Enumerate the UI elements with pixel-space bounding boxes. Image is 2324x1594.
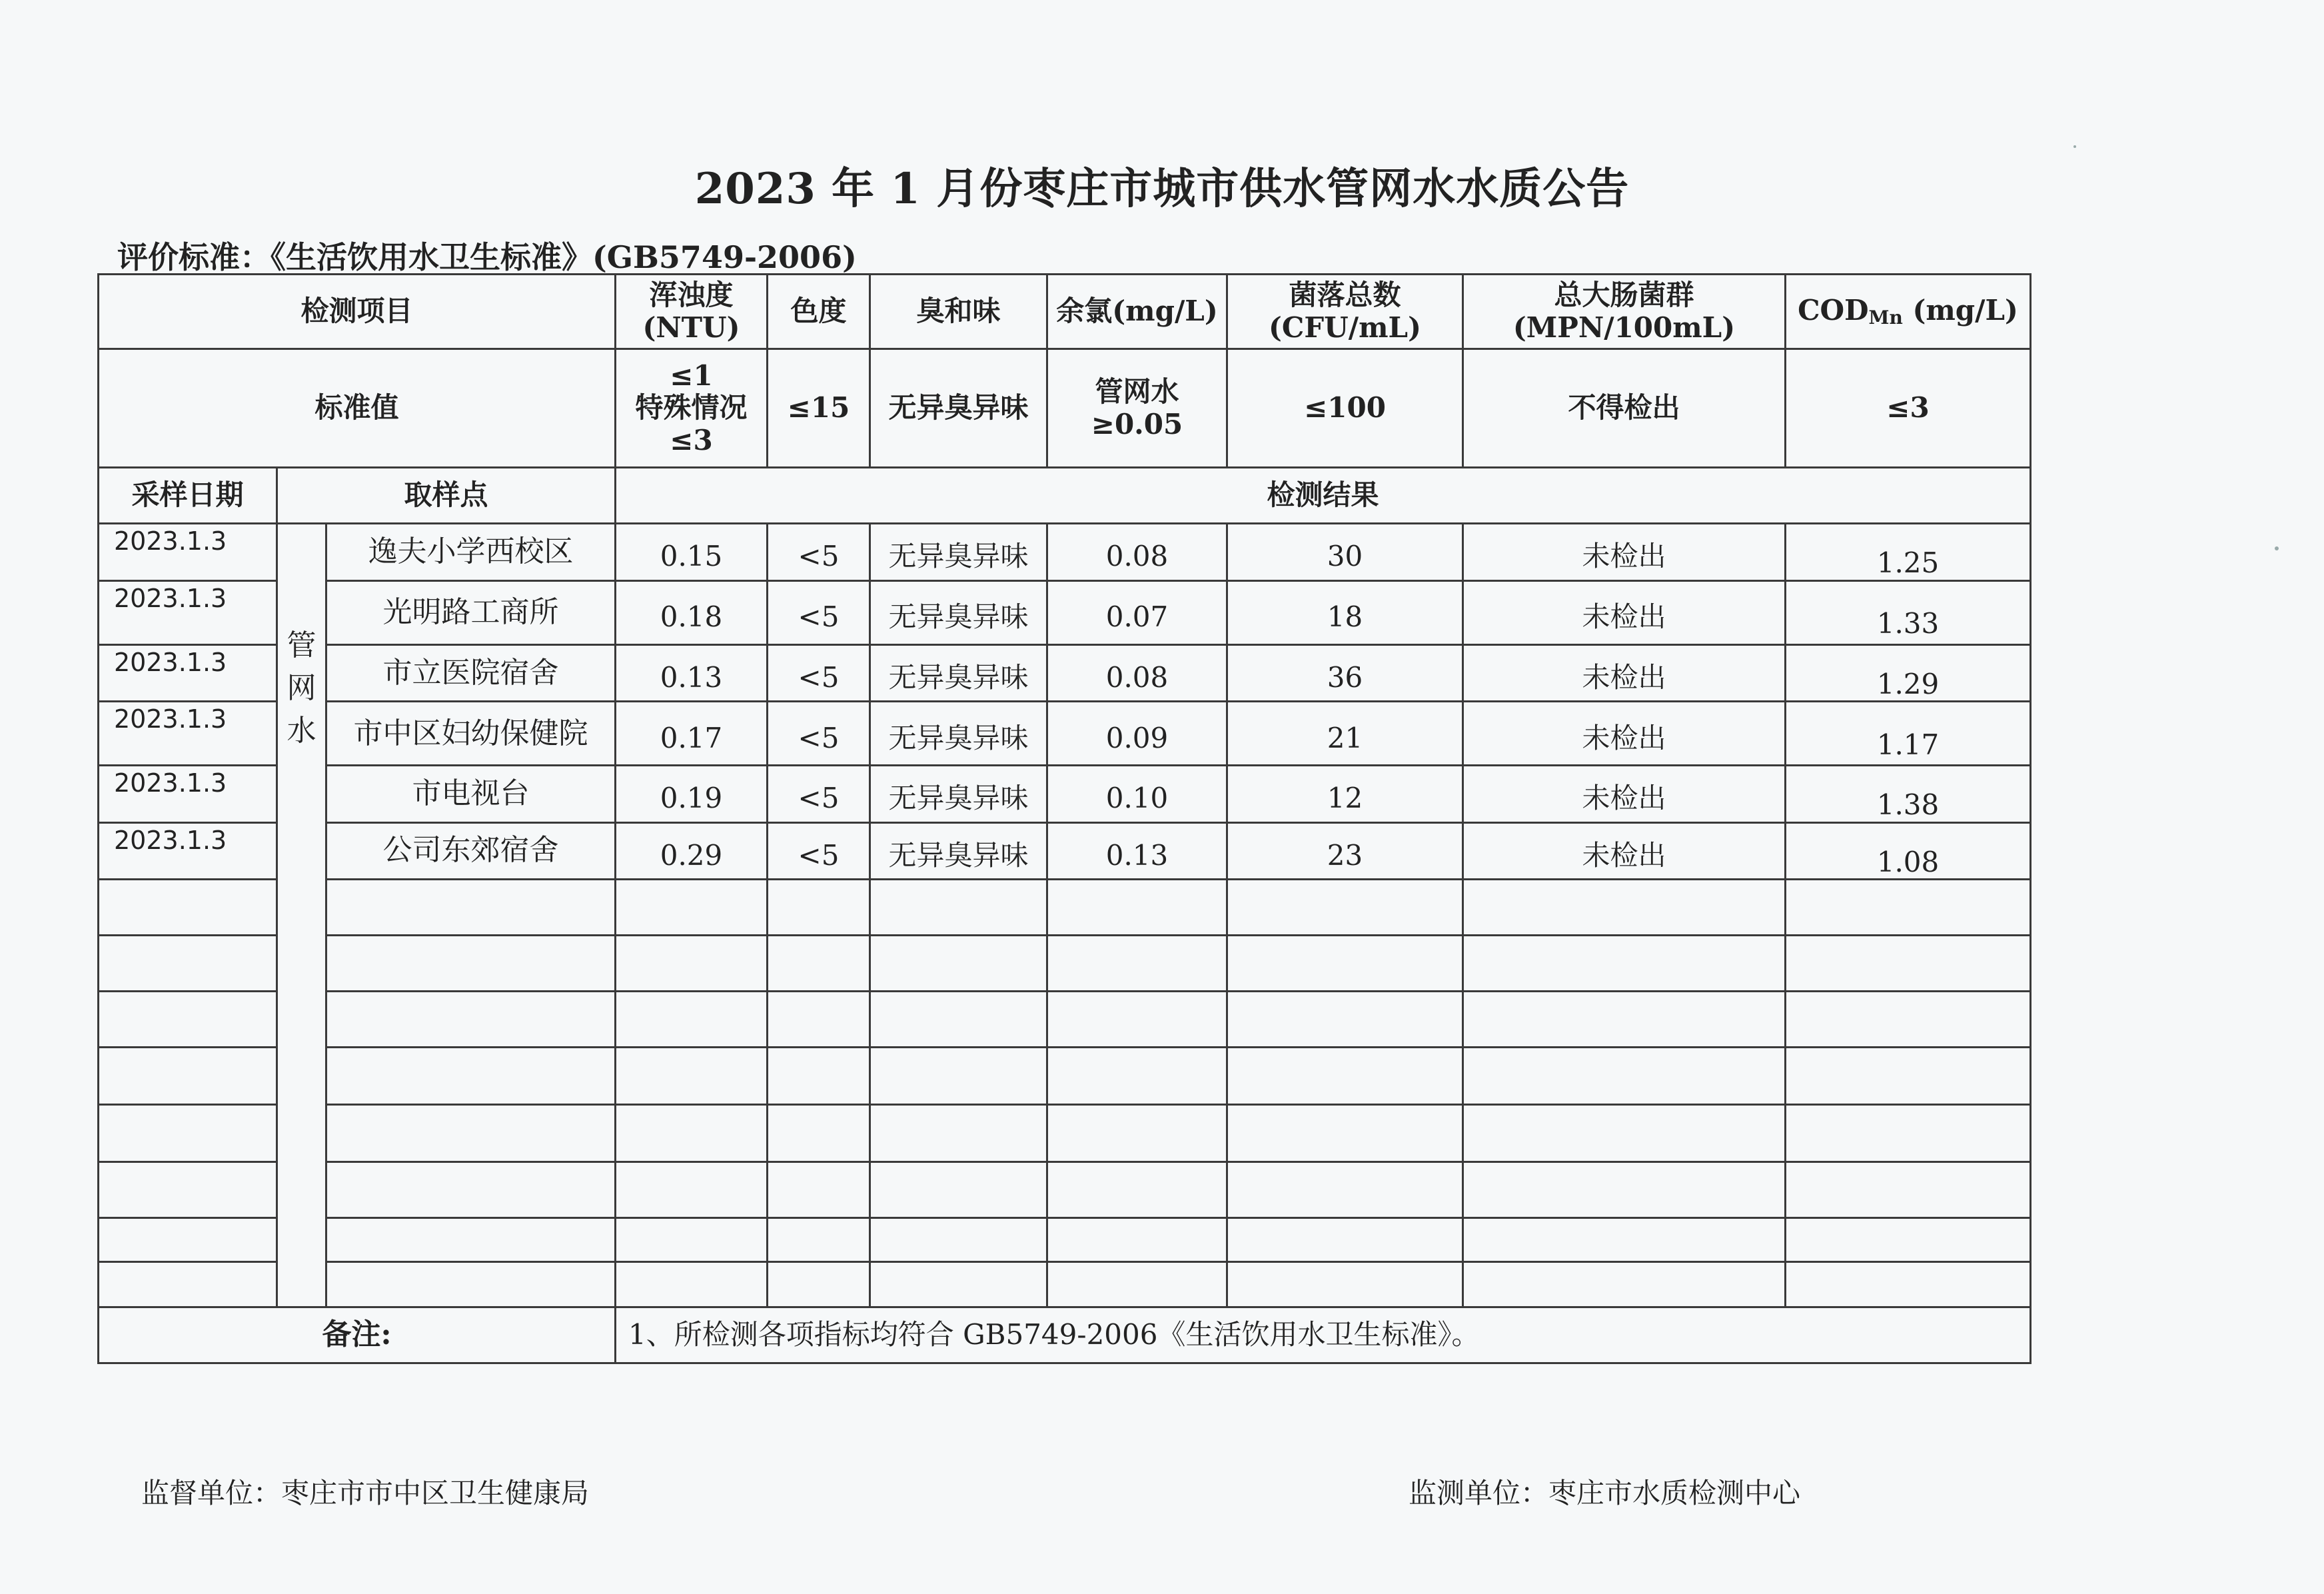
- coliform-value: 未检出: [1463, 524, 1786, 581]
- standard-colony: ≤100: [1227, 349, 1463, 468]
- odor-value: 无异臭异味: [870, 822, 1047, 879]
- standard-turbidity: ≤1 特殊情况 ≤3: [616, 349, 768, 468]
- turbidity-value: 0.18: [616, 581, 768, 645]
- empty-row: [99, 879, 2031, 935]
- odor-value: 无异臭异味: [870, 645, 1047, 702]
- color-value: <5: [768, 524, 870, 581]
- header-chlorine: 余氯(mg/L): [1047, 275, 1227, 349]
- header-color: 色度: [768, 275, 870, 349]
- color-value: <5: [768, 702, 870, 766]
- header-coliform: 总大肠菌群 (MPN/100mL): [1463, 275, 1786, 349]
- color-value: <5: [768, 766, 870, 822]
- header-colony: 菌落总数 (CFU/mL): [1227, 275, 1463, 349]
- chlorine-value: 0.07: [1047, 581, 1227, 645]
- sample-site: 逸夫小学西校区: [326, 524, 616, 581]
- odor-value: 无异臭异味: [870, 524, 1047, 581]
- empty-row: [99, 1104, 2031, 1162]
- sample-date: 2023.1.3: [99, 822, 277, 879]
- sample-date: 2023.1.3: [99, 645, 277, 702]
- sample-date: 2023.1.3: [99, 581, 277, 645]
- empty-row: [99, 1217, 2031, 1261]
- sample-date: 2023.1.3: [99, 524, 277, 581]
- scan-speck: [2275, 546, 2279, 550]
- cod-value: 1.33: [1786, 581, 2031, 645]
- odor-value: 无异臭异味: [870, 702, 1047, 766]
- standard-color: ≤15: [768, 349, 870, 468]
- colony-value: 30: [1227, 524, 1463, 581]
- colony-value: 23: [1227, 822, 1463, 879]
- turbidity-value: 0.19: [616, 766, 768, 822]
- color-value: <5: [768, 822, 870, 879]
- coliform-value: 未检出: [1463, 702, 1786, 766]
- header-turbidity: 浑浊度 (NTU): [616, 275, 768, 349]
- coliform-value: 未检出: [1463, 645, 1786, 702]
- table-row: [99, 645, 2031, 702]
- cod-value: 1.38: [1786, 766, 2031, 822]
- remarks-row: [99, 1307, 2031, 1363]
- color-value: <5: [768, 581, 870, 645]
- empty-row: [99, 1047, 2031, 1104]
- header-cod: $COD_{Mn}$ (mg/L): [1786, 275, 2031, 349]
- scan-speck: [2073, 145, 2076, 148]
- header-item: 检测项目: [99, 275, 616, 349]
- empty-row: [99, 1261, 2031, 1307]
- colony-value: 18: [1227, 581, 1463, 645]
- chlorine-value: 0.08: [1047, 645, 1227, 702]
- standard-coliform: 不得检出: [1463, 349, 1786, 468]
- supervisor-unit: 监督单位：枣庄市市中区卫生健康局: [141, 1477, 590, 1509]
- table-row: [99, 524, 2031, 581]
- table-row: [99, 822, 2031, 879]
- coliform-value: 未检出: [1463, 766, 1786, 822]
- remarks-label: 备注:: [99, 1307, 616, 1363]
- colony-value: 21: [1227, 702, 1463, 766]
- standard-row: [99, 349, 2031, 468]
- turbidity-value: 0.29: [616, 822, 768, 879]
- standard-cod: ≤3: [1786, 349, 2031, 468]
- sub-header-site: 取样点: [277, 468, 616, 524]
- sample-site: 光明路工商所: [326, 581, 616, 645]
- empty-row: [99, 991, 2031, 1047]
- sample-date: 2023.1.3: [99, 766, 277, 822]
- sample-site: 市立医院宿舍: [326, 645, 616, 702]
- odor-value: 无异臭异味: [870, 766, 1047, 822]
- turbidity-value: 0.17: [616, 702, 768, 766]
- page-title: 2023 年 1 月份枣庄市城市供水管网水水质公告: [694, 164, 1630, 214]
- sub-header-result: 检测结果: [616, 468, 2031, 524]
- cod-value: 1.25: [1786, 524, 2031, 581]
- standard-odor: 无异臭异味: [870, 349, 1047, 468]
- monitor-unit: 监测单位：枣庄市水质检测中心: [1409, 1477, 1801, 1509]
- color-value: <5: [768, 645, 870, 702]
- sample-site: 公司东郊宿舍: [326, 822, 616, 879]
- coliform-value: 未检出: [1463, 822, 1786, 879]
- coliform-value: 未检出: [1463, 581, 1786, 645]
- water-quality-table: [97, 273, 2032, 1364]
- evaluation-standard: 评价标准：《生活饮用水卫生标准》(GB5749-2006): [117, 239, 857, 275]
- remarks-text: 1、所检测各项指标均符合 GB5749-2006《生活饮用水卫生标准》。: [616, 1307, 2031, 1363]
- chlorine-value: 0.09: [1047, 702, 1227, 766]
- odor-value: 无异臭异味: [870, 581, 1047, 645]
- header-odor: 臭和味: [870, 275, 1047, 349]
- standard-chlorine: 管网水 ≥0.05: [1047, 349, 1227, 468]
- empty-row: [99, 1162, 2031, 1217]
- colony-value: 36: [1227, 645, 1463, 702]
- header-row: [99, 275, 2031, 349]
- chlorine-value: 0.10: [1047, 766, 1227, 822]
- sub-header-date: 采样日期: [99, 468, 277, 524]
- colony-value: 12: [1227, 766, 1463, 822]
- empty-row: [99, 935, 2031, 991]
- table-row: [99, 766, 2031, 822]
- sub-header-row: [99, 468, 2031, 524]
- cod-value: 1.08: [1786, 822, 2031, 879]
- sample-site: 市中区妇幼保健院: [326, 702, 616, 766]
- cod-value: 1.17: [1786, 702, 2031, 766]
- standard-label: 标准值: [99, 349, 616, 468]
- turbidity-value: 0.13: [616, 645, 768, 702]
- sample-site: 市电视台: [326, 766, 616, 822]
- sample-date: 2023.1.3: [99, 702, 277, 766]
- cod-value: 1.29: [1786, 645, 2031, 702]
- table-row: [99, 702, 2031, 766]
- chlorine-value: 0.08: [1047, 524, 1227, 581]
- water-type-label: 管 网 水: [277, 524, 326, 1307]
- table-row: [99, 581, 2031, 645]
- turbidity-value: 0.15: [616, 524, 768, 581]
- chlorine-value: 0.13: [1047, 822, 1227, 879]
